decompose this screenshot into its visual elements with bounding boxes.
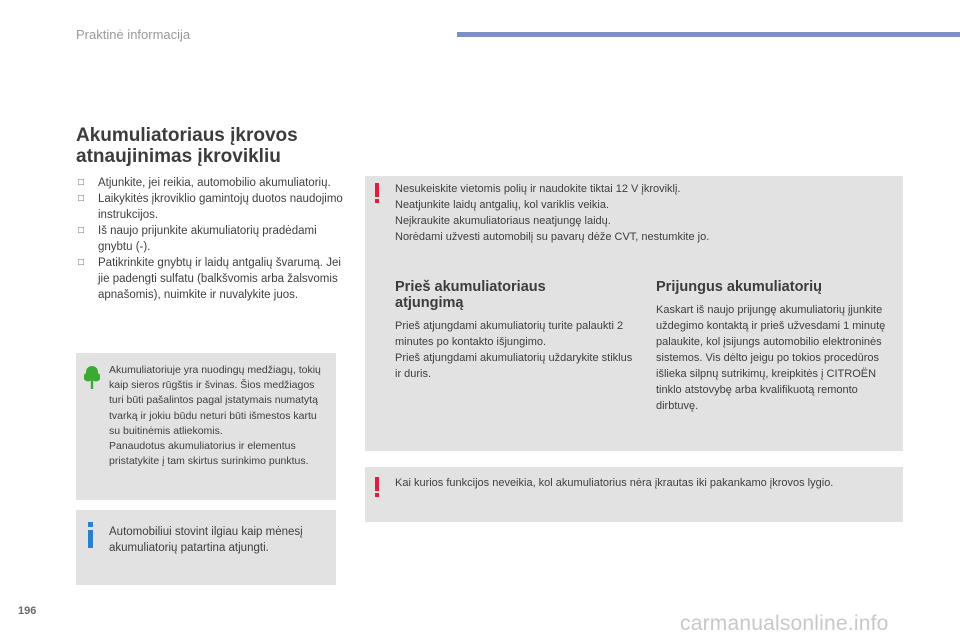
warning-line: Nesukeiskite vietomis polių ir naudokite tiktai 12 V įkroviklį. [395,183,681,195]
list-item [76,175,346,191]
warning-line: Norėdami užvesti automobilį su pavarų dėže CVT, nestumkite jo. [395,231,710,243]
info-icon [86,522,96,548]
info-note-box [76,510,336,585]
list-item [76,191,346,223]
list-item-text: Iš naujo prijunkite akumuliatorių pradėdami gnybtu (-). [98,225,317,253]
list-item [76,223,346,255]
before-title-line2: atjungimą [395,295,464,311]
warning-exclamation-icon [374,183,380,203]
warning-box-functions [365,467,903,522]
header-bar [457,32,960,37]
before-disconnect-text [395,318,635,382]
checkbox-bullet-icon: □ [78,193,85,204]
warning-functions-text: Kai kurios funkcijos neveikia, kol akumuliatorius nėra įkrautas iki pakankamo įkrovos lygio. [395,477,834,489]
list-item-text: Atjunkite, jei reikia, automobilio akumuliatorių. [98,177,331,189]
list-item [76,255,346,303]
before-title-line1: Prieš akumuliatoriaus [395,279,546,295]
page-number: 196 [18,605,37,617]
warning-line: Neatjunkite laidų antgalių, kol variklis veikia. [395,199,609,211]
eco-note-text [109,363,329,469]
eco-note-paragraph: Panaudotus akumuliatorius ir elementus pristatykite į tam skirtus surinkimo punktus. [109,440,309,468]
eco-note-paragraph: Akumuliatoriuje yra nuodingų medžiagų, tokių kaip sieros rūgštis ir švinas. Šios medžiagos turi būti pašalintos pagal įstatymais numatytą tvarką ir jokiu būdu neturi būti išmestos kartu su buitinėmis atliekomis. [109,364,321,437]
green-tree-icon [84,365,100,391]
checkbox-bullet-icon: □ [78,225,85,236]
checkbox-bullet-icon: □ [78,177,85,188]
warning-exclamation-icon [374,477,380,497]
warning-box-battery [365,176,903,451]
warning-lines [395,181,895,245]
main-title-line1: Akumuliatoriaus įkrovos [76,125,298,146]
after-connect-title: Prijungus akumuliatorių [656,279,822,295]
list-item-text: Laikykitės įkroviklio gamintojų duotos naudojimo instrukcijos. [98,193,343,221]
instruction-list [76,175,346,303]
before-disconnect-title [395,279,625,311]
eco-note-box [76,353,336,500]
header-title: Praktinė informacija [76,27,191,42]
checkbox-bullet-icon: □ [78,257,85,268]
watermark: carmanualsonline.info [680,612,889,635]
before-paragraph: Prieš atjungdami akumuliatorių turite palaukti 2 minutes po kontakto išjungimo. [395,320,624,348]
warning-line: Neįkraukite akumuliatoriaus neatjungę laidų. [395,215,611,227]
before-paragraph: Prieš atjungdami akumuliatorių uždarykite stiklus ir duris. [395,352,633,380]
main-title [76,125,346,167]
after-connect-text: Kaskart iš naujo prijungę akumuliatorių įjunkite uždegimo kontaktą ir prieš užvesdami 1 minutę palaukite, kol įsijungs automobilio elektroninės sistemos. Vis dėlto jeigu po tokios procedūros išlieka silpnų sutrikimų, kreipkitės į CITROËN tinklo atstovybę arba kvalifikuotą remonto dirbtuvę. [656,304,886,412]
main-title-line2: atnaujinimas įkrovikliu [76,146,281,167]
info-note-text: Automobiliui stovint ilgiau kaip mėnesį akumuliatorių patartina atjungti. [109,526,303,554]
list-item-text: Patikrinkite gnybtų ir laidų antgalių švarumą. Jei jie padengti sulfatu (balkšvomis arba žalsvomis apnašomis), nuimkite ir nuvalykite juos. [98,257,341,301]
